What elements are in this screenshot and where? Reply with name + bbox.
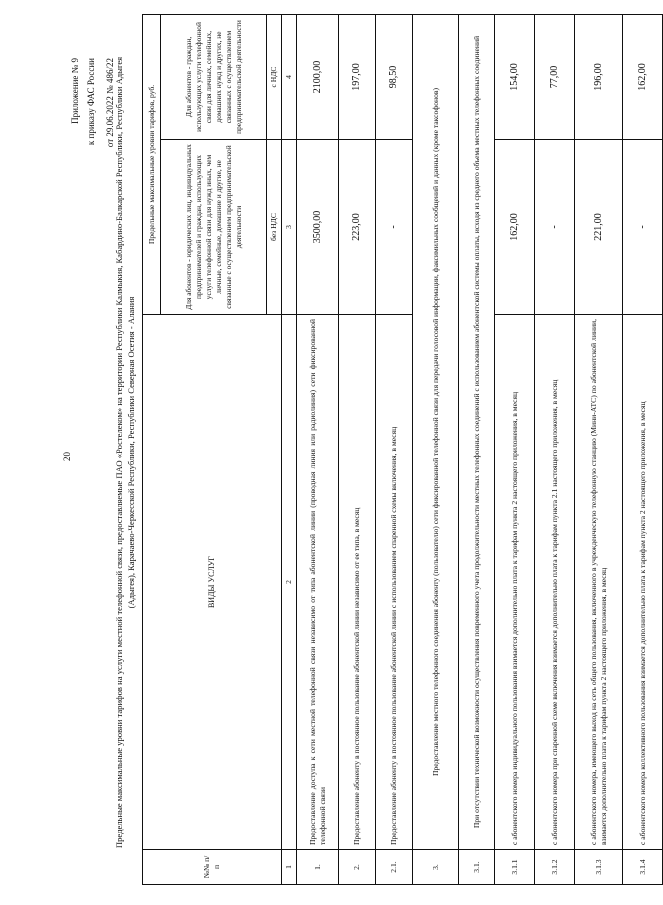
appendix-date: от 29.06.2022 № 486/22: [105, 58, 115, 148]
row-price-with-vat: 197,00: [339, 15, 376, 140]
row-price-with-vat: 162,00: [623, 15, 663, 140]
header-citizens: Для абонентов - граждан, использующих услуги телефонной связи для личных, семейных, домашних нужд и других, не связанных с осуществлением предпринимательской деятельности: [161, 15, 267, 140]
tariff-table: [142, 14, 663, 885]
header-num: №№ п/п: [143, 850, 282, 885]
row-number: 3.: [413, 850, 459, 885]
column-numbers-row: [282, 15, 297, 885]
row-service-text: с абонентского номера при спаренной схеме включения взимается дополнительно плата к тарифам пункта 2.1 настоящего приложения, в месяц: [535, 315, 575, 850]
row-price-no-vat: -: [535, 140, 575, 315]
document-title: [113, 10, 137, 895]
title-line-1: Предельные максимальные уровни тарифов на услуги местной телефонной связи, предоставляемые ПАО «Ростелеком» на территории Республики Калмыкия, Кабардино-Балкарской Республики, Республики Адыгея: [114, 56, 124, 849]
table-row: [575, 15, 623, 885]
header-no-vat: без НДС: [267, 140, 282, 315]
row-service-text: Предоставление абоненту в постоянное пользование абонентской линии с использованием спаренной схемы включения, в месяц: [376, 315, 413, 850]
header-levels: Предельные максимальные уровни тарифов, руб.: [143, 15, 161, 315]
appendix-number: Приложение № 9: [70, 58, 80, 124]
header-services: ВИДЫ УСЛУГ: [143, 315, 282, 850]
row-number: 3.1.4: [623, 850, 663, 885]
row-price-no-vat: 221,00: [575, 140, 623, 315]
row-service-text: Предоставление абоненту в постоянное пользование абонентской линии независимо от ее типа, в месяц: [339, 315, 376, 850]
row-number: 3.1.: [459, 850, 495, 885]
column-number-3: 3: [282, 140, 297, 315]
row-service-text: Предоставление доступа к сети местной телефонной связи независимо от типа абонентской линии (проводная линия или радиолиния) сети фиксированной телефонной связи: [297, 315, 339, 850]
header-row-1: [143, 15, 161, 885]
row-number: 2.: [339, 850, 376, 885]
row-service-text: с абонентского номера, имеющего выход на сеть общего пользования, включенного в учрежденческую телефонную станцию (Мини-АТС) по абонентской линии, взимается дополнительно плата к тарифам пункта 2 настоящего приложения, в месяц: [575, 315, 623, 850]
row-number: 1.: [297, 850, 339, 885]
table-row: [413, 15, 459, 885]
appendix-order: к приказу ФАС России: [86, 58, 96, 146]
row-price-no-vat: 3500,00: [297, 140, 339, 315]
row-number: 3.1.3: [575, 850, 623, 885]
row-number: 2.1.: [376, 850, 413, 885]
column-number-4: 4: [282, 15, 297, 140]
row-number: 3.1.2: [535, 850, 575, 885]
table-row: [339, 15, 376, 885]
row-number: 3.1.1: [495, 850, 535, 885]
row-price-with-vat: 196,00: [575, 15, 623, 140]
table-row: [459, 15, 495, 885]
row-price-with-vat: 98,50: [376, 15, 413, 140]
header-with-vat: с НДС: [267, 15, 282, 140]
table-row: [376, 15, 413, 885]
row-section-text: Предоставление местного телефонного соединения абоненту (пользователю) сети фиксированной телефонной связи для передачи голосовой информации, факсимильных сообщений и данных (кроме таксофонов): [413, 15, 459, 850]
row-service-text: с абонентского номера индивидуального пользования взимается дополнительно плата к тарифам пункта 2 настоящего приложения, в месяц: [495, 315, 535, 850]
row-price-no-vat: 162,00: [495, 140, 535, 315]
row-price-with-vat: 154,00: [495, 15, 535, 140]
table-row: [535, 15, 575, 885]
table-row: [297, 15, 339, 885]
row-price-no-vat: -: [623, 140, 663, 315]
title-line-2: (Адыгея), Карачаево-Черкесской Республики, Республики Северная Осетия - Алания: [126, 296, 136, 609]
row-section-text: При отсутствии технической возможности осуществления повременного учета продолжительности местных телефонных соединений с использованием абонентской системы оплаты, исходя из среднего объема местных телефонных соединений: [459, 15, 495, 850]
row-price-no-vat: 223,00: [339, 140, 376, 315]
column-number-1: 1: [282, 850, 297, 885]
column-number-2: 2: [282, 315, 297, 850]
row-price-with-vat: 2100,00: [297, 15, 339, 140]
header-legal-entities: Для абонентов - юридических лиц, индивидуальных предпринимателей и граждан, использующих услуги телефонной связи для нужд иных, чем личные, семейные, домашние и другие, не связанные с осуществлением предпринимательской деятельности: [161, 140, 267, 315]
table-row: [495, 15, 535, 885]
row-service-text: с абонентского номера коллективного пользования взимается дополнительно плата к тарифам пункта 2 настоящего приложения, в месяц: [623, 315, 663, 850]
table-row: [623, 15, 663, 885]
row-price-with-vat: 77,00: [535, 15, 575, 140]
row-price-no-vat: -: [376, 140, 413, 315]
page-number: 20: [62, 452, 72, 461]
